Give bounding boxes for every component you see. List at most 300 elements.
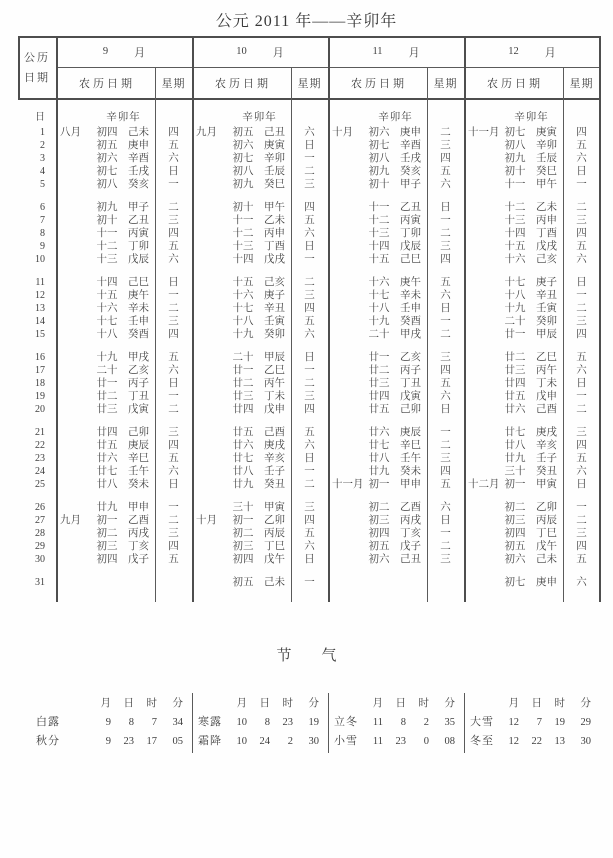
lunar-date-cell (328, 253, 427, 266)
ganzhi: 戊戌 (536, 241, 557, 252)
term-hour: 0 (423, 736, 429, 747)
ganzhi: 甲申 (128, 502, 149, 513)
term-month: 11 (372, 717, 383, 728)
lunar-day: 廿九 (96, 502, 118, 513)
lunar-month-label (56, 501, 92, 514)
ganzhi: 癸卯 (264, 329, 285, 340)
lunar-day: 十三 (504, 215, 526, 226)
ganzhi: 己巳 (400, 254, 421, 265)
lunar-day: 廿六 (368, 427, 390, 438)
lunar-month-label (464, 514, 500, 527)
weekday: 一 (304, 153, 315, 164)
day-number: 23 (35, 453, 45, 464)
lunar-month-label (328, 351, 364, 364)
lunar-date-cell (464, 553, 563, 566)
ganzhi (122, 576, 155, 589)
calendar-row (18, 152, 600, 165)
weekday: 五 (304, 316, 315, 327)
weekday: 三 (576, 528, 587, 539)
lunar-day: 十二 (96, 241, 118, 252)
weekday: 日 (304, 241, 315, 252)
ganzhi: 己卯 (400, 404, 421, 415)
solar-term-group (30, 694, 192, 751)
lunar-day: 初九 (504, 153, 526, 164)
lunar-day: 十八 (504, 290, 526, 301)
term-day: 22 (531, 736, 542, 747)
weekday: 三 (168, 215, 179, 226)
ganzhi: 丁亥 (128, 541, 149, 552)
lunar-day: 十二 (504, 202, 526, 213)
lunar-day: 廿一 (504, 329, 526, 340)
term-day: 24 (259, 736, 270, 747)
month-number: 9 (102, 46, 109, 57)
lunar-month-label (464, 527, 500, 540)
day-number: 9 (40, 241, 45, 252)
lunar-date-cell (464, 576, 563, 589)
ganzhi: 庚寅 (536, 127, 557, 138)
lunar-date-cell (464, 302, 563, 315)
weekday: 五 (440, 277, 451, 288)
term-name: 大雪 (470, 716, 494, 728)
lunar-month-label (328, 426, 364, 439)
week-cell-empty (427, 110, 464, 126)
lunar-day: 初二 (504, 502, 526, 513)
lunar-day: 初二 (368, 502, 390, 513)
ganzhi: 戊申 (264, 404, 285, 415)
term-row (328, 732, 455, 751)
lunar-date-cell (328, 377, 427, 390)
ganzhi: 壬寅 (536, 303, 557, 314)
ganzhi: 丙辰 (536, 515, 557, 526)
lunar-date-cell (464, 165, 563, 178)
ganzhi: 壬子 (536, 453, 557, 464)
ganzhi: 丁丑 (128, 391, 149, 402)
ganzhi: 癸亥 (400, 166, 421, 177)
lunar-month-label (328, 540, 364, 553)
weekday: 日 (168, 479, 179, 490)
weekday: 二 (440, 127, 451, 138)
term-row (192, 713, 319, 732)
lunar-date-cell (192, 540, 291, 553)
lunar-month-label (192, 364, 228, 377)
weekday: 五 (168, 241, 179, 252)
lunar-month-label (56, 364, 92, 377)
ganzhi: 丙戌 (400, 515, 421, 526)
lunar-date-cell (192, 452, 291, 465)
lunar-month-label (464, 227, 500, 240)
day-number: 19 (35, 391, 45, 402)
lunar-date-cell (328, 403, 427, 416)
calendar-row (18, 465, 600, 478)
ganzhi: 乙卯 (264, 515, 285, 526)
weekday: 日 (576, 378, 587, 389)
lunar-date-cell (464, 452, 563, 465)
ganzhi: 己丑 (400, 554, 421, 565)
weekday: 六 (576, 577, 587, 588)
ganzhi: 丙午 (264, 378, 285, 389)
day-number: 28 (35, 528, 45, 539)
ganzhi: 戊寅 (128, 404, 149, 415)
lunar-month-label (328, 289, 364, 302)
lunar-date-cell (192, 165, 291, 178)
ganzhi: 甲申 (400, 479, 421, 490)
lunar-day: 初四 (504, 528, 526, 539)
lunar-date-header: 农历日期 (79, 78, 135, 90)
lunar-day: 十五 (232, 277, 254, 288)
day-number: 12 (35, 290, 45, 301)
lunar-day: 初三 (232, 541, 254, 552)
lunar-date-cell (328, 514, 427, 527)
lunar-month-label (192, 403, 228, 416)
lunar-month-label: 十月 (332, 127, 353, 138)
weekday: 三 (576, 427, 587, 438)
lunar-month-label (328, 439, 364, 452)
weekday: 日 (304, 453, 315, 464)
ganzhi: 癸未 (128, 479, 149, 490)
weekday: 四 (168, 329, 179, 340)
lunar-month-label (192, 553, 228, 566)
weekday: 六 (168, 254, 179, 265)
lunar-date-cell (56, 227, 155, 240)
weekday: 二 (576, 404, 587, 415)
lunar-month-label (56, 390, 92, 403)
lunar-date-cell (192, 276, 291, 289)
lunar-month-label (328, 214, 364, 227)
lunar-month-label (328, 328, 364, 341)
lunar-date-cell (328, 426, 427, 439)
lunar-month-label (328, 201, 364, 214)
calendar-row (18, 276, 600, 289)
term-col-header: 日 (395, 698, 406, 709)
lunar-date-cell (464, 514, 563, 527)
weekday: 三 (576, 215, 587, 226)
lunar-day: 初一 (504, 479, 526, 490)
ganzhi: 丙寅 (128, 228, 149, 239)
month-suffix-label: 月 (544, 46, 556, 59)
term-day: 23 (123, 736, 134, 747)
lunar-day: 十九 (504, 303, 526, 314)
day-number: 29 (35, 541, 45, 552)
week-header: 星期 (161, 78, 186, 90)
weekday: 日 (304, 352, 315, 363)
lunar-day: 初四 (232, 554, 254, 565)
term-minute: 30 (308, 736, 319, 747)
ganzhi: 己亥 (264, 277, 285, 288)
weekday: 四 (576, 541, 587, 552)
month-suffix-label: 月 (408, 46, 420, 59)
weekday: 五 (304, 427, 315, 438)
lunar-date-cell (56, 403, 155, 416)
lunar-date-cell (192, 478, 291, 491)
lunar-month-label (192, 478, 228, 491)
lunar-day: 初一 (232, 515, 254, 526)
calendar-row (18, 328, 600, 341)
calendar-row (18, 315, 600, 328)
term-row (192, 732, 319, 751)
lunar-date-header: 农历日期 (487, 78, 543, 90)
ganzhi: 丁卯 (400, 228, 421, 239)
ganzhi: 甲寅 (536, 479, 557, 490)
lunar-date-cell (328, 165, 427, 178)
weekday: 三 (304, 391, 315, 402)
ganzhi: 乙未 (264, 215, 285, 226)
weekday: 三 (440, 554, 451, 565)
lunar-day: 初二 (232, 528, 254, 539)
lunar-date-cell (464, 501, 563, 514)
lunar-month-label (192, 240, 228, 253)
lunar-day: 廿五 (96, 440, 118, 451)
lunar-date-cell (464, 227, 563, 240)
ganzhi: 丙子 (400, 365, 421, 376)
page-title: 公元 2011 年——辛卯年 (215, 13, 398, 30)
lunar-day: 廿四 (368, 391, 390, 402)
weekday: 六 (168, 153, 179, 164)
lunar-day: 廿一 (232, 365, 254, 376)
calendar-row (18, 240, 600, 253)
lunar-month-label: 九月 (196, 127, 217, 138)
lunar-day: 十二 (232, 228, 254, 239)
lunar-date-cell (192, 289, 291, 302)
term-col-header: 日 (531, 698, 542, 709)
calendar-row (18, 364, 600, 377)
lunar-day: 初二 (96, 528, 118, 539)
lunar-date-cell (464, 426, 563, 439)
lunar-month-label (328, 315, 364, 328)
lunar-day: 十一 (96, 228, 118, 239)
lunar-date-header: 农历日期 (215, 78, 271, 90)
lunar-date-cell (328, 139, 427, 152)
lunar-day: 十八 (368, 303, 390, 314)
lunar-month-label (328, 553, 364, 566)
lunar-month-label (192, 576, 228, 589)
lunar-month-label (464, 452, 500, 465)
lunar-date-cell (192, 465, 291, 478)
weekday: 二 (440, 440, 451, 451)
lunar-year-cell (56, 110, 155, 126)
lunar-day: 初六 (504, 554, 526, 565)
weekday: 一 (440, 316, 451, 327)
lunar-date-cell (464, 364, 563, 377)
lunar-date-cell (328, 152, 427, 165)
weekday: 日 (304, 140, 315, 151)
day-column-header: 日 (35, 112, 45, 123)
ganzhi: 乙丑 (128, 215, 149, 226)
weekday: 一 (440, 427, 451, 438)
lunar-month-label (56, 240, 92, 253)
weekday: 二 (168, 303, 179, 314)
term-minute: 35 (444, 717, 455, 728)
lunar-date-cell (464, 201, 563, 214)
lunar-day: 初九 (368, 166, 390, 177)
ganzhi: 丁巳 (536, 528, 557, 539)
term-minute: 08 (444, 736, 455, 747)
day-number: 8 (40, 228, 45, 239)
month-number: 10 (236, 46, 247, 57)
lunar-date-cell (56, 126, 155, 139)
day-number: 24 (35, 466, 45, 477)
lunar-day: 廿三 (232, 391, 254, 402)
weekday: 四 (576, 440, 587, 451)
lunar-day: 十七 (368, 290, 390, 301)
lunar-month-label (464, 289, 500, 302)
lunar-date-cell (328, 478, 427, 491)
ganzhi: 乙酉 (128, 515, 149, 526)
ganzhi: 辛丑 (264, 303, 285, 314)
lunar-date-cell (56, 289, 155, 302)
calendar-row (18, 351, 600, 364)
lunar-month-label (464, 576, 500, 589)
lunar-month-label (328, 501, 364, 514)
day-number: 27 (35, 515, 45, 526)
weekday: 五 (576, 352, 587, 363)
lunar-month-label (192, 276, 228, 289)
term-row (328, 713, 455, 732)
ganzhi: 壬辰 (536, 153, 557, 164)
lunar-day: 初八 (96, 179, 118, 190)
lunar-day: 十四 (96, 277, 118, 288)
year-label: 辛卯年 (378, 112, 413, 123)
day-number: 2 (40, 140, 45, 151)
lunar-day: 初九 (232, 179, 254, 190)
lunar-day: 十三 (232, 241, 254, 252)
lunar-month-label (464, 390, 500, 403)
sub-header-row (56, 67, 600, 99)
weekday: 四 (576, 228, 587, 239)
lunar-day: 廿四 (96, 427, 118, 438)
lunar-date-cell (464, 289, 563, 302)
term-name: 霜降 (198, 735, 222, 747)
lunar-month-label (192, 227, 228, 240)
calendar-row (18, 553, 600, 566)
ganzhi: 癸未 (400, 466, 421, 477)
week-header: 星期 (433, 78, 458, 90)
term-day: 8 (128, 717, 134, 728)
lunar-day: 初四 (368, 528, 390, 539)
lunar-date-cell (192, 403, 291, 416)
day-group (18, 426, 600, 491)
year-label: 辛卯年 (514, 112, 549, 123)
lunar-date-cell (464, 439, 563, 452)
weekday: 一 (168, 391, 179, 402)
ganzhi: 癸酉 (128, 329, 149, 340)
weekday: 六 (304, 228, 315, 239)
weekday: 二 (168, 404, 179, 415)
weekday: 六 (304, 440, 315, 451)
lunar-date-cell (56, 328, 155, 341)
lunar-day: 十九 (96, 352, 118, 363)
lunar-month-label (192, 452, 228, 465)
lunar-day (364, 576, 394, 589)
term-row (464, 713, 591, 732)
lunar-day: 廿八 (96, 479, 118, 490)
weekday: 三 (304, 179, 315, 190)
lunar-month-label (192, 139, 228, 152)
lunar-date-cell (192, 426, 291, 439)
lunar-month-label (192, 315, 228, 328)
lunar-day: 廿二 (504, 352, 526, 363)
lunar-month-label (464, 351, 500, 364)
weekday: 日 (440, 303, 451, 314)
weekday: 一 (304, 466, 315, 477)
ganzhi: 乙亥 (400, 352, 421, 363)
lunar-month-label (464, 253, 500, 266)
ganzhi: 己巳 (128, 277, 149, 288)
lunar-day: 初七 (504, 127, 526, 138)
week-cell-empty (291, 110, 328, 126)
ganzhi: 戊辰 (128, 254, 149, 265)
lunar-day: 廿八 (368, 453, 390, 464)
lunar-date-cell (328, 553, 427, 566)
solar-term-group (192, 694, 328, 751)
lunar-day: 初七 (504, 577, 526, 588)
lunar-month-label: 十月 (196, 515, 217, 526)
lunar-date-cell (56, 139, 155, 152)
term-hour: 17 (146, 736, 157, 747)
lunar-month-label (464, 152, 500, 165)
lunar-month-label (192, 527, 228, 540)
ganzhi: 癸卯 (536, 316, 557, 327)
weekday: 三 (576, 316, 587, 327)
weekday: 三 (440, 453, 451, 464)
lunar-date-cell (464, 315, 563, 328)
lunar-day: 十五 (96, 290, 118, 301)
weekday: 四 (440, 365, 451, 376)
lunar-date-cell (328, 465, 427, 478)
week-header: 星期 (569, 78, 594, 90)
lunar-year-cell (328, 110, 427, 126)
lunar-month-label: 九月 (60, 515, 81, 526)
lunar-day: 十六 (96, 303, 118, 314)
lunar-day: 初五 (96, 140, 118, 151)
lunar-day: 十七 (504, 277, 526, 288)
lunar-date-cell (328, 315, 427, 328)
term-name: 白露 (36, 716, 60, 728)
ganzhi: 癸巳 (536, 166, 557, 177)
lunar-month-label (192, 289, 228, 302)
ganzhi: 戊子 (128, 554, 149, 565)
weekday (155, 576, 192, 589)
lunar-date-cell (464, 390, 563, 403)
lunar-date-cell (192, 214, 291, 227)
lunar-month-label (192, 214, 228, 227)
ganzhi: 甲戌 (400, 329, 421, 340)
lunar-month-label (464, 426, 500, 439)
term-col-header: 分 (172, 698, 183, 709)
calendar-row (18, 126, 600, 139)
lunar-day: 廿九 (504, 453, 526, 464)
lunar-date-cell (56, 302, 155, 315)
ganzhi: 己丑 (264, 127, 285, 138)
lunar-date-header: 农历日期 (351, 78, 407, 90)
ganzhi: 己卯 (128, 427, 149, 438)
lunar-month-label (56, 403, 92, 416)
lunar-day: 初七 (232, 153, 254, 164)
lunar-day: 廿一 (96, 378, 118, 389)
lunar-day: 十五 (504, 241, 526, 252)
ganzhi: 辛丑 (536, 290, 557, 301)
lunar-month-label (192, 439, 228, 452)
ganzhi: 甲午 (536, 179, 557, 190)
lunar-month-label (56, 540, 92, 553)
lunar-month-label (192, 390, 228, 403)
lunar-date-cell (56, 540, 155, 553)
ganzhi: 庚辰 (128, 440, 149, 451)
lunar-date-cell (56, 390, 155, 403)
lunar-month-label (56, 527, 92, 540)
lunar-date-cell (56, 253, 155, 266)
lunar-date-cell (464, 214, 563, 227)
weekday: 一 (440, 215, 451, 226)
